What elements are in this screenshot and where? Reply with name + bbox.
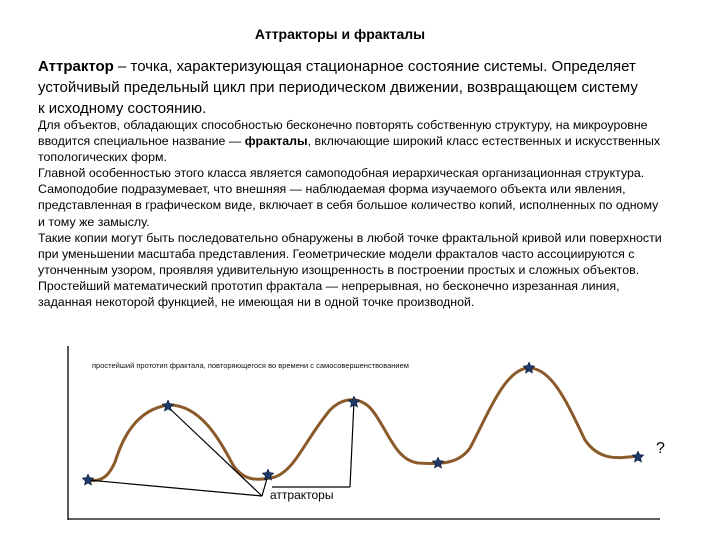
star-marker-icon [632,451,643,462]
paragraph-prototype: Простейший математический прототип фрактала — непрерывная, но бесконечно изрезанная линия, заданная некоторой функцией, не имеющая ни в одной точке производной. [38,278,620,310]
paragraph-fractals: Для объектов, обладающих способностью бесконечно повторять собственную структуру, на микроуровне вводится специальное название — фракталы, включающие широкий класс естественных и искусственных топологических форм. [38,118,661,165]
question-mark: ? [656,440,665,457]
star-marker-icon [523,362,534,373]
definition-term: Аттрактор [38,58,114,75]
fractal-curve [88,368,638,480]
star-marker-icon [432,457,443,468]
star-marker-icon [82,474,93,485]
attractors-label: аттракторы [270,488,334,502]
paragraph-copies: Такие копии могут быть последовательно обнаружены в любой точке фрактальной кривой или поверхности при уменьшении масштаба представления. Геометрические модели фракталов часто ассоциируются с утонченным узором, проявляя удивительную изощренность в построении простых и сложных объектов. [38,230,662,277]
diagram-caption: простейший прототип фрактала, повторяющегося во времени с самосовершенствованием [92,361,409,370]
pointer-line [88,480,262,496]
fractals-term: фракталы [244,134,308,149]
definition-text: – точка, характеризующая стационарное состояние системы. Определяет устойчивый предельный цикл при периодическом движении, возвращающем систему к исходному состоянию. [38,58,638,117]
pointer-line [168,407,262,496]
paragraph-self-similarity: Главной особенностью этого класса является самоподобная иерархическая организационная структура. Самоподобие подразумевает, что внешняя — наблюдаемая форма изучаемого объекта или явления, представленная в графическом виде, включает в себя большое количество копий, исполненных по одному и тому же замыслу. [38,166,659,229]
slide-title: Аттракторы и фракталы [254,26,426,42]
pointer-line [350,401,354,487]
star-marker-icon [162,400,173,411]
